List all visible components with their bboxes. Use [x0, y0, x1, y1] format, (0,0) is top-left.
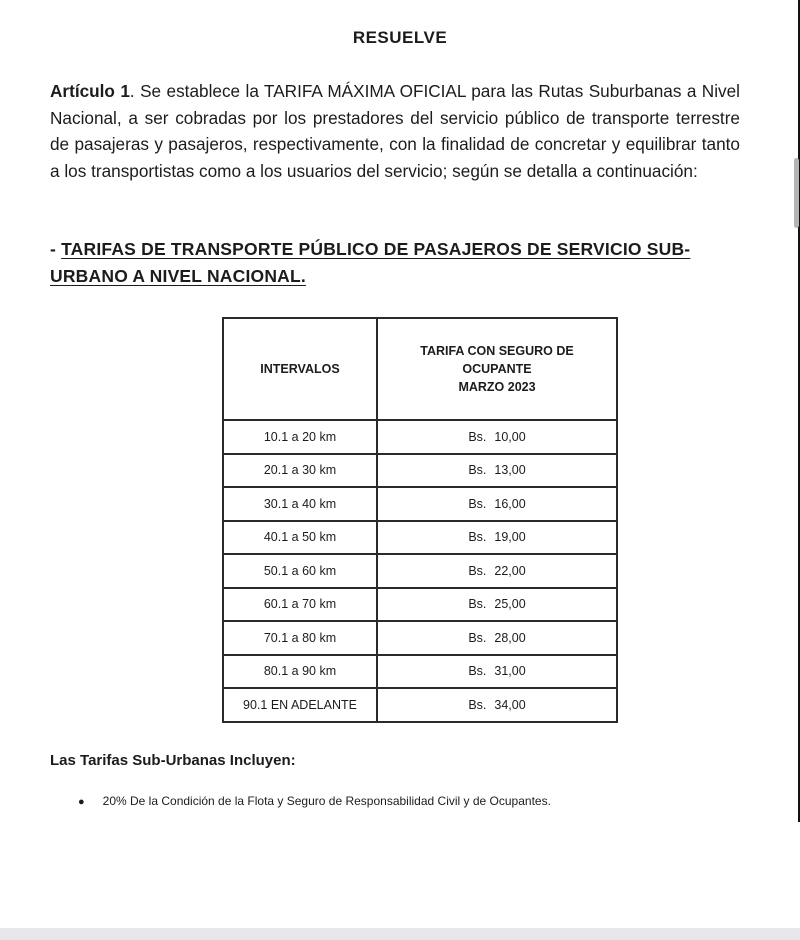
- currency-label: Bs.: [468, 664, 487, 679]
- interval-cell: 20.1 a 30 km: [223, 454, 377, 488]
- bottom-bar: [0, 928, 800, 940]
- header-tariff: [377, 318, 617, 420]
- header-intervals: INTERVALOS: [223, 318, 377, 420]
- section-title: [50, 236, 750, 290]
- fee-value: 31,00: [494, 664, 526, 679]
- fee-cell: [377, 655, 617, 689]
- currency-label: Bs.: [468, 530, 487, 545]
- currency-label: Bs.: [468, 429, 487, 444]
- section-title-text: TARIFAS DE TRANSPORTE PÚBLICO DE PASAJEROS DE SERVICIO SUB-URBANO A NIVEL NACIONAL.: [50, 239, 691, 286]
- fee-value: 16,00: [494, 496, 526, 511]
- scrollbar-thumb[interactable]: [794, 158, 799, 228]
- includes-item-text: 20% De la Condición de la Flota y Seguro de Responsabilidad Civil y de Ocupantes.: [102, 794, 551, 808]
- section-title-prefix: -: [50, 239, 62, 259]
- header-tariff-line1: TARIFA CON SEGURO DE: [420, 344, 574, 358]
- fee-value: 10,00: [494, 429, 526, 444]
- interval-cell: 70.1 a 80 km: [223, 621, 377, 655]
- currency-label: Bs.: [468, 496, 487, 511]
- fee-value: 25,00: [494, 597, 526, 612]
- fee-cell: [377, 688, 617, 722]
- header-tariff-line2: OCUPANTE: [462, 362, 532, 376]
- currency-label: Bs.: [468, 463, 487, 478]
- document-heading: RESUELVE: [352, 28, 448, 47]
- table-row: [223, 655, 617, 689]
- fee-cell: [377, 521, 617, 555]
- table-row: [223, 588, 617, 622]
- article-body: . Se establece la TARIFA MÁXIMA OFICIAL para las Rutas Suburbanas a Nivel Nacional, a ser cobradas por los prestadores del servicio público de transporte terrestre de pasajeras y pasajeros, respectivamente, con la finalidad de concretar y equilibrar tanto a los transportistas como a los usuarios del servicio; según se detalla a continuación:: [50, 81, 740, 181]
- currency-label: Bs.: [468, 597, 487, 612]
- table-row: [223, 621, 617, 655]
- table-header-row: [223, 318, 617, 420]
- table-row: [223, 454, 617, 488]
- fee-value: 22,00: [494, 563, 526, 578]
- includes-title: Las Tarifas Sub-Urbanas Incluyen:: [50, 752, 296, 769]
- fee-cell: [377, 621, 617, 655]
- currency-label: Bs.: [468, 630, 487, 645]
- fee-value: 19,00: [494, 530, 526, 545]
- tariff-table-body: [223, 420, 617, 722]
- table-row: [223, 521, 617, 555]
- fee-cell: [377, 588, 617, 622]
- includes-list-item: [78, 794, 551, 808]
- table-row: [223, 688, 617, 722]
- table-row: [223, 554, 617, 588]
- interval-cell: 40.1 a 50 km: [223, 521, 377, 555]
- fee-cell: [377, 454, 617, 488]
- fee-cell: [377, 420, 617, 454]
- fee-cell: [377, 487, 617, 521]
- fee-value: 28,00: [494, 630, 526, 645]
- interval-cell: 60.1 a 70 km: [223, 588, 377, 622]
- interval-cell: 90.1 EN ADELANTE: [223, 688, 377, 722]
- currency-label: Bs.: [468, 563, 487, 578]
- table-row: [223, 487, 617, 521]
- article-paragraph: [50, 78, 740, 184]
- interval-cell: 30.1 a 40 km: [223, 487, 377, 521]
- interval-cell: 80.1 a 90 km: [223, 655, 377, 689]
- bullet-icon: ●: [78, 796, 85, 808]
- article-label: Artículo 1: [50, 81, 130, 101]
- tariff-table: [222, 317, 618, 723]
- interval-cell: 10.1 a 20 km: [223, 420, 377, 454]
- fee-cell: [377, 554, 617, 588]
- header-tariff-line3: MARZO 2023: [458, 380, 536, 394]
- interval-cell: 50.1 a 60 km: [223, 554, 377, 588]
- fee-value: 13,00: [494, 463, 526, 478]
- currency-label: Bs.: [468, 697, 487, 712]
- fee-value: 34,00: [494, 697, 526, 712]
- table-row: [223, 420, 617, 454]
